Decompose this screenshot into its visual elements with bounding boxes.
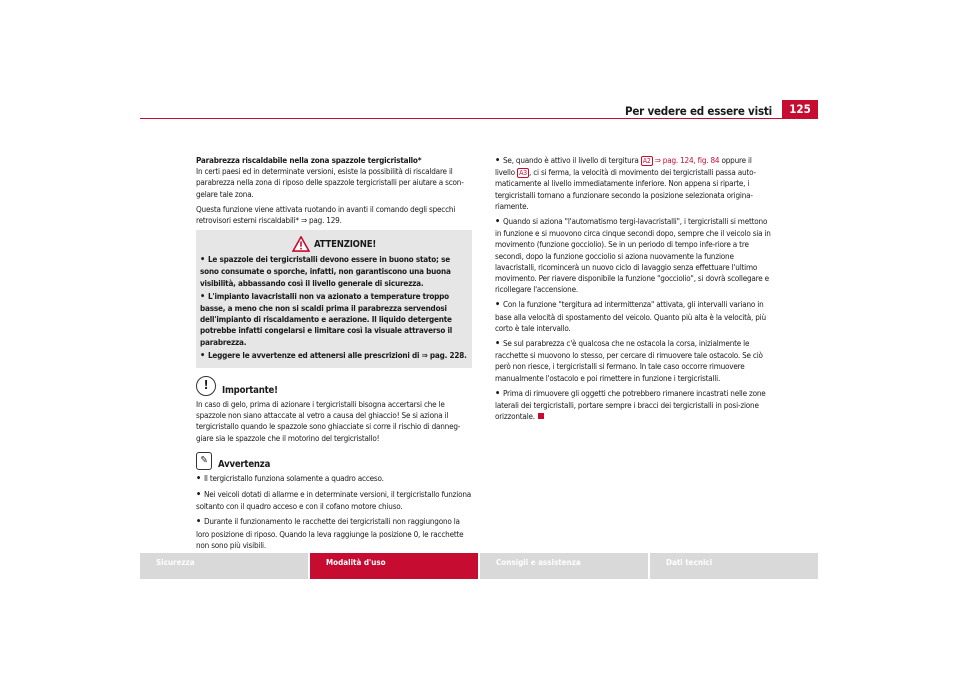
footer-tab-sicurezza[interactable]: Sicurezza [140,553,308,579]
note-item [196,473,472,485]
page-header-title: Per vedere ed essere visti [624,104,772,118]
footer-tab-dati-tecnici[interactable]: Dati tecnici [650,553,818,579]
important-header [196,376,472,396]
footer-tab-consigli[interactable]: Consigli e assistenza [480,553,648,579]
warning-item [200,350,468,362]
bullet-icon: • [495,339,500,350]
warning-item-text: Le spazzole dei tergicristalli devono essere in buono stato; se sono consumate o sporche, infatti, non garantiscono una buona visibilità, abbassando così il livello generale di sicurezza. [200,254,451,288]
bullet-icon: • [495,156,500,166]
note-header [196,452,472,470]
list-item [495,338,771,384]
header-divider [140,118,818,119]
right-column [495,155,771,426]
list-item-text: , ci si ferma, la velocità di movimento dei tergicristalli passa auto-maticamente al livello immediatamente inferiore. Non appena si riparte, i tergicristalli tornano a funzionare secondo la posizione selezionata origina-riamente. [495,167,756,211]
list-item-text: Se sul parabrezza c'è qualcosa che ne ostacola la corsa, inizialmente le racchette si muovono lo stesso, per cercare di rimuovere tale ostacolo. Se ciò però non riesce, i tergicristalli si fermano. In tale caso occorre rimuovere manualmente l'ostacolo e poi rimettere in funzione i tergicristalli. [495,338,763,383]
warning-item [200,291,468,348]
bullet-icon: • [196,517,201,528]
warning-header [200,234,468,254]
list-item-text: oppure il livello [495,155,752,178]
bullet-icon: • [196,473,201,484]
position-badge: A2 [642,157,651,165]
note-item-text: Durante il funzionamento le racchette dei tergicristalli non raggiungono la loro posizione di riposo. Quando la leva raggiunge la posizione 0, le racchette non sono più visibili. [196,516,464,550]
important-title: Importante! [222,384,278,396]
list-item-text: Con la funzione "tergitura ad intermittenza" attivata, gli intervalli variano in base alla velocità di spostamento del veicolo. Quanto più alta è la velocità, più corto è tale intervallo. [495,299,766,333]
note-item-text: Il tergicristallo funziona solamente a quadro acceso. [203,472,384,483]
list-item [495,155,771,212]
bullet-icon: • [495,217,500,228]
section-heading: Parabrezza riscaldabile nella zona spazzole tergicristallo* [196,155,422,165]
page-reference-link[interactable]: ⇒ pag. 124, fig. 84 [654,155,720,165]
note-item [196,516,472,551]
paragraph: In certi paesi ed in determinate versioni, esiste la possibilità di riscaldare il parabrezza nella zona di riposo delle spazzole tergicristalli per aiutare a scon-gelare tale zona. [196,166,464,199]
left-column [196,155,472,555]
warning-item [200,254,468,289]
list-item-text: Quando si aziona "l'automatismo tergi-lavacristalli", i tergicristalli si mettono in funzione e si muovono circa cinque secondi dopo, sempre che il veicolo sia in movimento (funzione gocciolio). Se in un periodo di tempo infe-riore a tre secondi, dopo la funzione gocciolio si aziona nuovamente la funzione lavacristalli, ricomincerà un nuovo ciclo di lavaggio senza effettuare l'ultimo movimento. Per riavere disponibile la funzione "gocciolio", si dovrà scollegare e ricollegare l'accensione. [495,216,771,295]
note-title: Avvertenza [218,458,271,470]
bullet-icon: • [495,300,500,311]
bullet-icon: • [196,490,201,501]
list-item-text: Prima di rimuovere gli oggetti che potrebbero rimanere incastrati nelle zone laterali dei tergicristalli, portare sempre i bracci dei tergicristalli in posi-zione orizzontale. [495,387,766,422]
paragraph: Questa funzione viene attivata ruotando in avanti il comando degli specchi retrovisori esterni riscaldabili* ⇒ pag. 129. [196,203,456,226]
footer-tab-modalita-uso[interactable]: Modalità d'uso [310,553,478,579]
note-item-text: Nei veicoli dotati di allarme e in determinate versioni, il tergicristallo funziona soltanto con il quadro acceso e con il cofano motore chiuso. [196,489,472,512]
warning-triangle-icon [292,236,310,252]
position-badge: A3 [519,169,527,178]
list-item-text: Se, quando è attivo il livello di tergitura [502,155,639,165]
note-icon: ✎ [196,452,212,470]
list-item [495,388,771,423]
warning-item-text: L'impianto lavacristalli non va azionato a temperature troppo basse, a meno che non si scaldi prima il parabrezza servendosi dell'impianto di riscaldamento e aerazione. Il liquido detergente potrebbe infatti congelarsi e limitare così la visuale attraverso il parabrezza. [200,290,453,347]
bullet-icon: • [200,350,205,361]
warning-title: ATTENZIONE! [313,238,377,250]
bullet-icon: • [495,388,500,399]
warning-box [196,230,472,368]
list-item [495,299,771,334]
bullet-icon: • [200,291,205,302]
note-item [196,489,472,512]
exclamation-icon: ! [196,376,216,396]
important-text: In caso di gelo, prima di azionare i tergicristalli bisogna accertarsi che le spazzole non siano attaccate al vetro a causa del ghiaccio! Se si aziona il tergicristallo quando le spazzole sono ghiacciate si corre il rischio di danneg-giare sia le spazzole che il motorino del tergicristallo! [196,399,461,443]
list-item [495,216,771,295]
warning-item-text: Leggere le avvertenze ed attenersi alle prescrizioni di ⇒ pag. 228. [207,349,467,360]
section-end-icon [538,413,544,419]
page-number: 125 [782,100,818,118]
bullet-icon: • [200,255,205,266]
